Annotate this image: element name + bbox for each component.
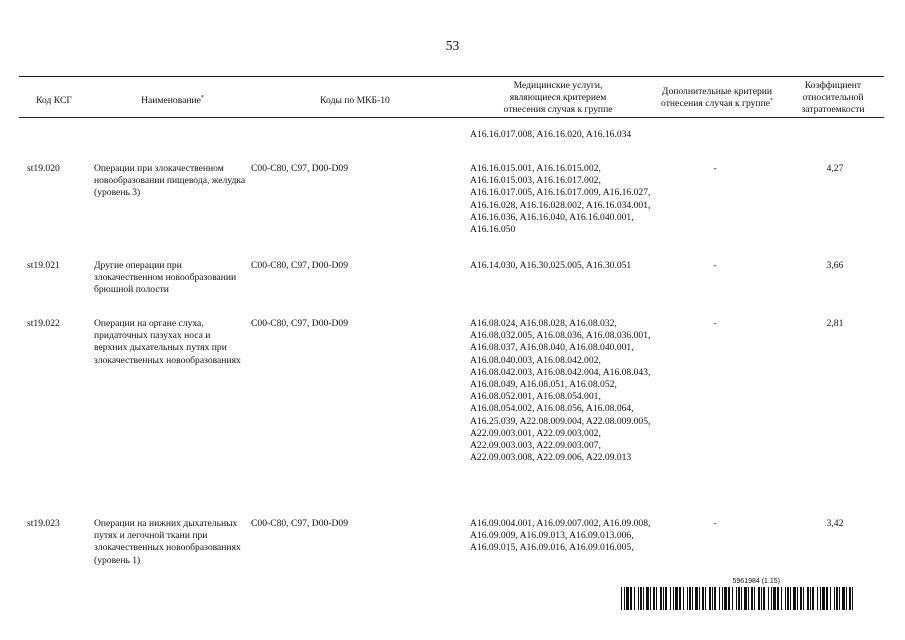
header-services-label: Медицинские услуги, являющиеся критерием отнесения случая к группе [503, 80, 613, 116]
additional-criteria: - [713, 163, 717, 174]
icd-codes: C00-C80, C97, D00-D09 [251, 518, 349, 529]
cost-coefficient: 3,66 [826, 260, 844, 271]
icd-codes: C00-C80, C97, D00-D09 [251, 318, 349, 329]
page-number: 53 [445, 38, 460, 53]
medical-services: A16.14.030, A16.30.025.005, A16.30.051 [470, 260, 632, 271]
header-code-label: Код КСГ [36, 95, 72, 106]
ksg-code: st19.022 [27, 318, 60, 329]
table-top-rule [19, 76, 884, 77]
group-name: Операции при злокачественном новообразовании пищевода, желудка (уровень 3) [94, 163, 246, 199]
medical-services: A16.08.024, A16.08.028, A16.08.032, A16.08.032.005, A16.08.036, A16.08.036.001, A16.08.037, A16.08.040, A16.08.040.001, A16.08.040.003, A16.08.042.002, A16.08.042.003, A16.08.042.004, A16.08.043, A16.08.049, A16.08.051, A16.08.052, A16.08.052.001, A16.08.054.001, A16.08.054.002, A16.08.056, A16.08.064, A16.25.039, A22.08.009.004, A22.08.009.005, A22.09.003.001, A22.09.003.002, A22.09.003.003, A22.09.003.007, A22.09.003.008, A22.09.006, A22.09.013 [470, 318, 651, 464]
group-name: Другие операции при злокачественном новообразовании брюшной полости [94, 260, 237, 296]
column-header-additional [648, 86, 786, 110]
ksg-code: st19.021 [27, 260, 60, 271]
group-name: Операции на нижних дыхательных путях и легочной ткани при злокачественных новообразованиях (уровень 1) [94, 518, 241, 566]
column-header-name [110, 95, 235, 107]
medical-services: A16.16.015.001, A16.16.015.002, A16.16.015.003, A16.16.017.002, A16.16.017.005, A16.16.017.009, A16.16.027, A16.16.028, A16.16.028.002, A16.16.034.001, A16.16.036, A16.16.040, A16.16.040.001, A16.16.050 [470, 163, 651, 236]
barcode [621, 587, 856, 610]
column-header-services [488, 80, 628, 117]
header-name-footnote: * [200, 94, 204, 101]
header-icd-label: Коды по МКБ-10 [320, 95, 390, 106]
header-additional-footnote: * [769, 98, 773, 105]
table-header-rule [19, 117, 884, 118]
medical-services: A16.09.004.001, A16.09.007.002, A16.09.008, A16.09.009, A16.09.013, A16.09.013.006, A16.09.015, A16.09.016, A16.09.016.005, [470, 518, 651, 554]
header-name-label: Наименование [141, 95, 201, 106]
group-name: Операции на органе слуха, придаточных пазухах носа и верхних дыхательных путях при злокачественных новообразованиях [94, 318, 241, 366]
header-coefficient-label: Коэффициент относительной затратоемкости [801, 80, 865, 116]
additional-criteria: - [713, 318, 717, 329]
column-header-coefficient [788, 80, 878, 117]
additional-criteria: - [713, 260, 717, 271]
column-header-icd [300, 95, 410, 107]
ksg-code: st19.023 [27, 518, 60, 529]
icd-codes: C00-C80, C97, D00-D09 [251, 260, 349, 271]
cost-coefficient: 3,42 [826, 518, 844, 529]
cost-coefficient: 4,27 [826, 163, 844, 174]
ksg-code: st19.020 [27, 163, 60, 174]
header-additional-label: Дополнительные критерии отнесения случая к группе [661, 86, 773, 110]
cost-coefficient: 2,81 [826, 318, 844, 329]
additional-criteria: - [713, 518, 717, 529]
column-header-code [19, 95, 89, 107]
continued-services: A16.16.017.008, A16.16.020, A16.16.034 [470, 129, 632, 140]
barcode-number: 5961984 (1.15) [732, 578, 780, 585]
icd-codes: C00-C80, C97, D00-D09 [251, 163, 349, 174]
